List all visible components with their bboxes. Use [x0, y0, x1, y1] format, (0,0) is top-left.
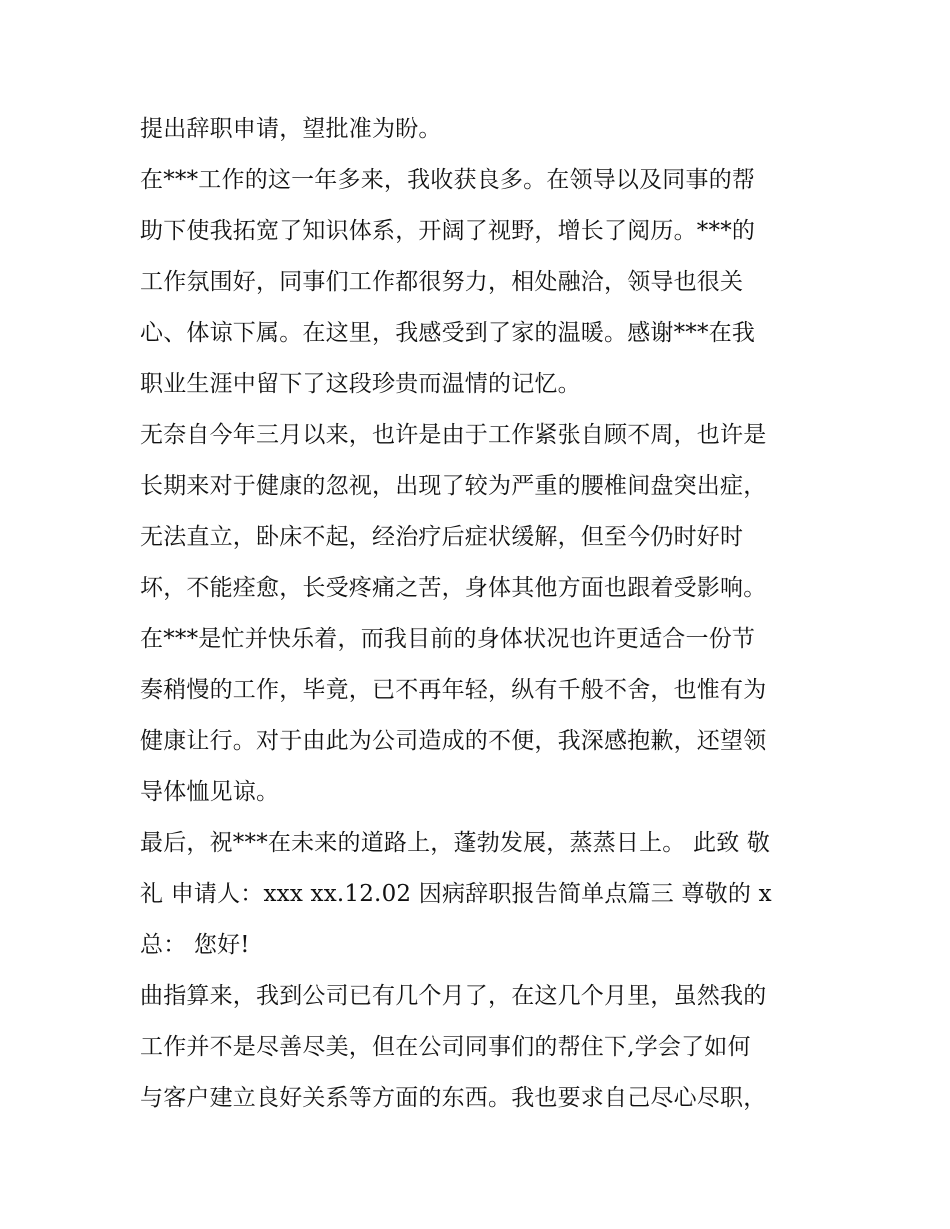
text-line: 工作并不是尽善尽美，但在公司同事们的帮住下,学会了如何	[140, 1034, 751, 1060]
text-line: 总： 您好!	[140, 932, 250, 958]
text-line: 坏，不能痊愈，长受疼痛之苦，身体其他方面也跟着受影响。	[140, 575, 767, 601]
document-body	[140, 104, 820, 1124]
text-line: 健康让行。对于由此为公司造成的不便，我深感抱歉，还望领	[140, 728, 767, 754]
text-line: 与客户建立良好关系等方面的东西。我也要求自己尽心尽职，	[140, 1085, 767, 1111]
text-line: 在***工作的这一年多来，我收获良多。在领导以及同事的帮	[140, 167, 756, 193]
text-line: 无法直立，卧床不起，经治疗后症状缓解，但至今仍时好时	[140, 524, 744, 550]
text-line: 曲指算来，我到公司已有几个月了，在这几个月里，虽然我的	[140, 983, 767, 1009]
text-line: 助下使我拓宽了知识体系，开阔了视野，增长了阅历。***的	[140, 218, 756, 244]
text-line: 在***是忙并快乐着，而我目前的身体状况也许更适合一份节	[140, 626, 756, 652]
text-line: 心、体谅下属。在这里，我感受到了家的温暖。感谢***在我	[140, 320, 756, 346]
text-line: 最后，祝***在未来的道路上，蓬勃发展，蒸蒸日上。 此致 敬	[140, 830, 771, 856]
text-line: 长期来对于健康的忽视，出现了较为严重的腰椎间盘突出症，	[140, 473, 767, 499]
text-line: 奏稍慢的工作，毕竟，已不再年轻，纵有千般不舍，也惟有为	[140, 677, 767, 703]
text-line: 导体恤见谅。	[140, 779, 280, 805]
text-line: 礼 申请人：xxx xx.12.02 因病辞职报告简单点篇三 尊敬的 x	[140, 881, 772, 907]
text-line: 工作氛围好，同事们工作都很努力，相处融洽，领导也很关	[140, 269, 744, 295]
text-line: 无奈自今年三月以来，也许是由于工作紧张自顾不周，也许是	[140, 422, 767, 448]
text-line: 职业生涯中留下了这段珍贵而温情的记忆。	[140, 371, 581, 397]
text-line: 提出辞职申请，望批准为盼。	[140, 116, 442, 142]
